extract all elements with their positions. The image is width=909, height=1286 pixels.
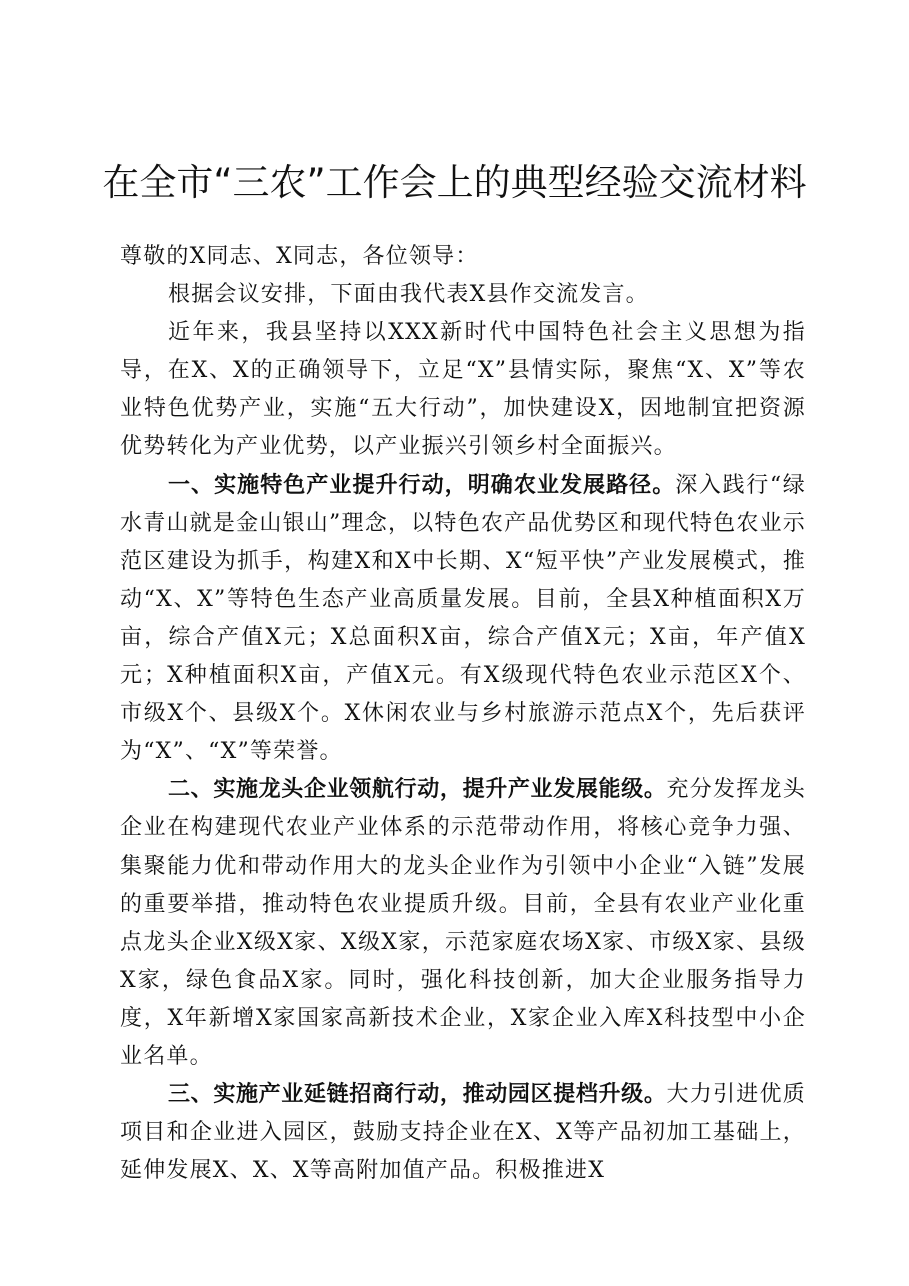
section-text-2: 充分发挥龙头企业在构建现代农业产业体系的示范带动作用，将核心竞争力强、集聚能力优和带动作用大的龙头企业作为引领中小企业“入链”发展的重要举措，推动特色农业提质升级。目前，全县有农业产业化重点龙头企业X级X家、X级X家，示范家庭农场X家、市级X家、县级X家，绿色食品X家。同时，强化科技创新，加大企业服务指导力度，X年新增X家国家高新技术企业，X家企业入库X科技型中小企业名单。 (120, 777, 806, 1069)
section-heading-3: 三、实施产业延链招商行动，推动园区提档升级。 (168, 1082, 667, 1108)
opening-paragraph: 根据会议安排，下面由我代表X县作交流发言。 (168, 282, 649, 308)
section-text-3: 大力引进优质项目和企业进入园区，鼓励支持企业在X、X等产品初加工基础上，延伸发展X、X、X等高附加值产品。积极推进X (120, 1082, 806, 1184)
section-paragraph-2 (120, 771, 806, 1076)
intro-paragraph: 近年来，我县坚持以XXX新时代中国特色社会主义思想为指导，在X、X的正确领导下，立足“X”县情实际，聚焦“X、X”等农业特色优势产业，实施“五大行动”，加快建设X，因地制宜把资源优势转化为产业优势，以产业振兴引领乡村全面振兴。 (120, 320, 806, 460)
section-text-1: 深入践行“绿水青山就是金山银山”理念，以特色农产品优势区和现代特色农业示范区建设为抓手，构建X和X中长期、X“短平快”产业发展模式，推动“X、X”等特色生态产业高质量发展。目前，全县X种植面积X万亩，综合产值X元；X总面积X亩，综合产值X元；X亩，年产值X元；X种植面积X亩，产值X元。有X级现代特色农业示范区X个、市级X个、县级X个。X休闲农业与乡村旅游示范点X个，先后获评为“X”、“X”等荣誉。 (120, 472, 806, 765)
document-title: 在全市“三农”工作会上的典型经验交流材料 (102, 161, 807, 204)
section-heading-1: 一、实施特色产业提升行动，明确农业发展路径。 (168, 472, 676, 498)
salutation: 尊敬的X同志、X同志，各位领导： (120, 244, 479, 269)
document-body (120, 238, 806, 1190)
section-paragraph-1 (120, 467, 806, 772)
section-heading-2: 二、实施龙头企业领航行动，提升产业发展能级。 (168, 777, 667, 803)
section-paragraph-3 (120, 1076, 806, 1190)
